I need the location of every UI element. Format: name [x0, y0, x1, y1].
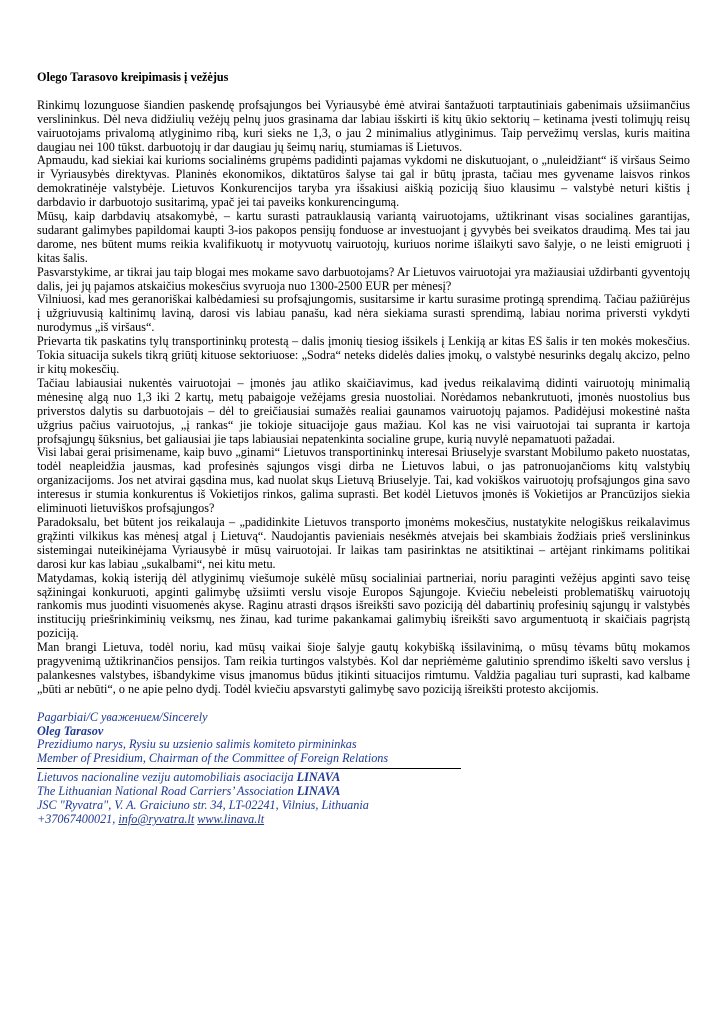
- paragraph: Visi labai gerai prisimename, kaip buvo „ginami“ Lietuvos transportininkų interesai Briuselyje svarstant Mobilumo paketo nuostatas, todėl neapleidžia jausmas, kad profesinės sąjungos visgi dirba ne Lietuvos labui, o jas patronuojančioms kitų valstybių organizacijoms. Jos net atvirai gąsdina mus, kad nuolat skųs Lietuvą Briuselyje. Tai, kad vokiškos vairuotojų profsąjungos gina savo interesus ir stumia konkurentus iš Vokietijos rinkos, galima suprasti. Bet kodėl Lietuvos įmonės iš Vokietijos ar Prancūzijos siekia eliminuoti lietuviškos profsąjungos?: [37, 445, 690, 516]
- signature-name: Oleg Tarasov: [37, 723, 104, 738]
- signature-role-lt: Prezidiumo narys, Rysiu su uzsienio salimis komiteto pirmininkas: [37, 737, 357, 752]
- paragraph: Rinkimų lozunguose šiandien paskendę profsąjungos bei Vyriausybė ėmė atvirai šantažuoti tarptautiniais gabenimais užsiimančius verslininkus. Dėl nevа didžiulių vežėjų pelnų juos grasinama dar labiau išskirti iš kitų ūkio sektorių – ketinama įvesti tolimųjų reisų vairuotojams privalomą atlyginimo ribą, kuri sieks ne 1,3, o jau 2 minimalius atlyginimus. Taip pervežimų verslas, kuris maitina daugiau nei 100 tūkst. darbuotojų ir dar daugiau jų šeimų narių, stumiamas iš Lietuvos.: [37, 97, 690, 154]
- signature-role-en: Member of Presidium, Chairman of the Committee of Foreign Relations: [37, 751, 389, 766]
- paragraph: Mūsų, kaip darbdavių atsakomybė, – kartu surasti patrauklausią variantą vairuotojams, užtikrinant visas socialines garantijas, sudarant galimybes papildomai kaupti 3-ios pakopos pensijų fonduose ar investuojant į gyvybės bei sveikatos draudimą. Mes tai jau darome, nes būtent mums reikia kvalifikuotų ir motyvuotų vairuotojų, kuriuos norime išlaikyti savo šalyje, o ne leisti emigruoti į kitas šalis.: [37, 209, 690, 265]
- signature-closing: Pagarbiai/С уважением/Sincerely: [37, 709, 208, 724]
- spacer: [37, 697, 690, 711]
- footer-org-lt-name: LINAVA: [296, 770, 341, 785]
- footer-org-en-prefix: The Lithuanian National Road Carriers’ Association: [37, 784, 297, 799]
- paragraph: Prievarta tik paskatins tylų transportininkų protestą – dalis įmonių tiesiog išsikels į Lenkiją ar kitas ES šalis ir ten mokės mokesčius. Tokia situacija sukels tikrą griūtį kituose sektoriuose: „Sodra“ neteks didelės dalies įmokų, o valstybė nesurinks degalų akcizo, pelno ir kitų mokesčių.: [37, 334, 690, 377]
- footer-org-en-name: LINAVA: [296, 784, 341, 799]
- footer-divider: [37, 768, 461, 769]
- paragraph: Apmaudu, kad siekiai kai kurioms socialinėms grupėms padidinti pajamas vykdomi ne diskutuojant, o „nuleidžiant“ iš viršaus Seimo ir Vyriausybės direktyvas. Planinės ekonomikos, diktatūros šalyse tai gal ir būtų įprasta, tačiau mes gyvename laisvos rinkos demokratinėje valstybėje. Lietuvos Konkurencijos taryba yra išsakiusi aiškią poziciją šiuo klausimu – valstybė neturi kištis į darbdavio ir darbuotojo susitarimą, ypač jei tai paveiks konkurencingumą.: [37, 153, 690, 210]
- footer-address: JSC "Ryvatra", V. A. Graiciuno str. 34, LT-02241, Vilnius, Lithuania: [37, 798, 369, 813]
- document-title: Olego Tarasovo kreipimasis į vežėjus: [37, 70, 229, 84]
- paragraph: Vilniuosi, kad mes geranoriškai kalbėdamiesi su profsąjungomis, susitarsime ir kartu surasime protingą sprendimą. Tačiau pažiūrėjus į užgriuvusią kaltinimų laviną, darosi vis labiau panašu, kad nėra siekiama surasti sprendimą, labiau norima priversti vykdyti nurodymus „iš viršaus“.: [37, 292, 690, 335]
- paragraph: Man brangi Lietuva, todėl noriu, kad mūsų vaikai šioje šalyje gautų kokybišką išsilavinimą, o mūsų tėvams būtų mokamos pragyvenimą užtikrinančios pensijos. Tam reikia turtingos valstybės. Kol dar nepriėmėme galutinio sprendimo iškelti savo verslus į palankesnes valstybes, išbandykime visus įmanomus būdus įtikinti situacijos rimtumu. Valdžia pagaliau turi suprasti, kad kalbame „būti ar nebūti“, o ne apie pelno dydį. Todėl kviečiu apsvarstyti galimybę savo poziciją išreikšti protesto akcijomis.: [37, 640, 690, 696]
- paragraph: Pasvarstykime, ar tikrai jau taip blogai mes mokame savo darbuotojams? Ar Lietuvos vairuotojai yra mažiausiai uždirbanti gyventojų dalis, jei jų pajamos atskaičius mokesčius svyruoja nuo 1300-2500 EUR per mėnesį?: [37, 264, 690, 293]
- footer-phone: +37067400021,: [37, 812, 119, 826]
- paragraph: Tačiau labiausiai nukentės vairuotojai – įmonės jau atliko skaičiavimus, kad įvedus reikalavimą didinti vairuotojų minimalią mėnesinę algą nuo 1,3 iki 2 kartų, metų pabaigoje vežėjams gresia nuostoliai. Norėdamos nebankrutuoti, įmonės nuostolius bus priverstos dalytis su darbuotojais – dėl to greičiausiai sumažės realiai gaunamos vairuotojų pajamos. Padidėjusi mokestinė našta užgrius pačius vairuotojus, „į rankas“ jie tokioje situacijoje gaus mažiau. Kol kas ne visi vairuotojai tai supranta ir kartoja profsąjungų šūksnius, bet galiausiai jie taps labiausiai nepatenkinta socialine grupe, kurią nuvylė nepamatuoti pažadai.: [37, 375, 690, 446]
- footer-email-link[interactable]: info@ryvatra.lt: [118, 812, 195, 826]
- footer-website-link[interactable]: www.linava.lt: [197, 812, 265, 826]
- footer-org-en: [37, 785, 690, 799]
- paragraph: Matydamas, kokią isteriją dėl atlyginimų viešumoje sukėlė mūsų socialiniai partneriai, noriu paraginti vežėjus apginti savo teisę sąžiningai konkuruoti, apginti galimybę užsiimti verslu visoje Europos Sąjungoje. Kviečiu nebeleisti problematiškų vairuotojų rankomis mus juodinti visuomenės akyse. Raginu atrasti drąsos išreikšti savo poziciją dėl dabartinių profesinių sąjungų ir valstybės institucijų priešrinkiminių veiksmų, nes žinau, kad turime pakankamai galimybių išreikšti savo argumentuotą ir skaičiais pagrįstą poziciją.: [37, 570, 690, 641]
- footer-org-lt-prefix: Lietuvos nacionaline veziju automobiliais asociacija: [37, 770, 297, 785]
- paragraph: Paradoksalu, bet būtent jos reikalauja – „padidinkite Lietuvos transporto įmonėms mokesčius, nustatykite nelogiškus reikalavimus grąžinti vilkikus kas mėnesį atgal į Lietuvą“. Naudojantis pavieniais nesėkmės atvejais bei skambiais žodžiais prieš verslininkus sistemingai nuteikinėjama Vyriausybė ir mūsų vairuotojai. Ir laikas tam pasirinktas ne atsitiktinai – artėjant rinkimams politikai darosi kur kas labiau „sukalbami“, nei kitu metu.: [37, 514, 690, 571]
- footer-org-lt: [37, 771, 690, 785]
- footer-contacts: [37, 813, 690, 827]
- document-page: [37, 71, 690, 827]
